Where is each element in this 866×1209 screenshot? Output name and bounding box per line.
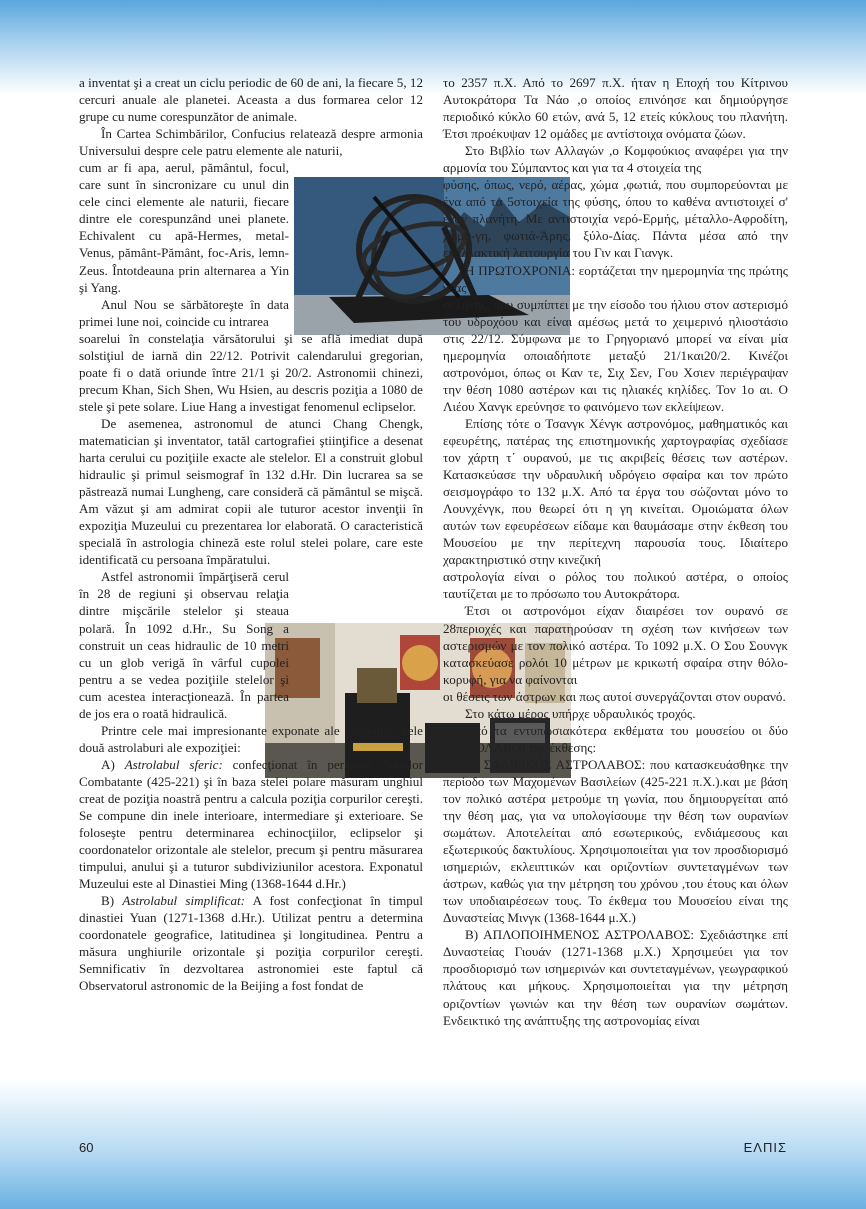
right-paragraph-3: σελήνης, που συμπίπτει με την είσοδο του ήλιου στον αστερισμό του υδροχόου και είναι αμέσως μετά το χειμερινό ηλιοστάσιο στις 22/12. Σύμφωνα με το Γρηγοριανό μπορεί να είναι μία ημερομηνία οποιαδήποτε μεταξύ 21/1και20/2. Κινέζοι αστρονόμοι, όπως οι Καν τε, Σιχ Σεν, Γου Χσιεν περιέγραψαν την θέση 1080 αστέρων και τις ηλιακές κηλίδες. Τον 1ο αι. Ο Λιέου Χανγκ ερεύνησε το φαινόμενο των εκλείψεων. bbox=[443, 296, 788, 414]
left-p8-text: A fost confecţionat în timpul dinastiei Yuan (1271-1368 d.Hr.). Utilizat pentru a determina coordonatele geografice, latitudinea şi longitudinea. Pentru a măsura unghiurile orizontale şi poziţia corpurilor cereşti. Semnificativ în dezvoltarea astronomiei este faptul că Observatorul astronomic de la Beijing a fost fondat de bbox=[79, 893, 423, 994]
left-paragraph-2-intro: În Cartea Schimbărilor, Confucius relatează despre armonia Universului despre cele patru elemente ale naturii, bbox=[79, 126, 423, 159]
right-paragraph-2-intro: Στο Βιβλίο των Αλλαγών ,ο Κομφούκιος αναφέρει για την αρμονία του Σύμπαντος και για τα 4 στοιχεία της bbox=[443, 143, 788, 176]
right-paragraph-4: Επίσης τότε ο Τσανγκ Χένγκ αστρονόμος, μαθηματικός και εφευρέτης, πατέρας της επιστημονικής χαρτογραφίας σχεδίασε τον χάρτη τ΄ ουρανού, με τις ακριβείς θέσεις των αστέρων. Κατασκεύασε την υδραυλική υδρόγειο σφαίρα και τον πρώτο σεισμογράφο το 132 μ.Χ. Από τα έργα του σώζονται μόνο το Λουνχένγκ, που θεωρεί ότι η γη κινείται. Ομοιώματα όλων αυτών των εφευρέσεων είδαμε και θαυμάσαμε στην έκθεση του Μουσείου με την περίτεχνη παρουσία τους. Ιδιαίτερο χαρακτηριστικό στην κινεζική bbox=[443, 415, 788, 568]
right-paragraph-6: Στο κάτω μέρος υπήρχε υδραυλικός τροχός. bbox=[465, 705, 696, 721]
bottom-sky-gradient bbox=[0, 1079, 866, 1209]
right-paragraph-1: το 2357 π.Χ. Από το 2697 π.Χ. ήταν η Εποχή του Κίτρινου Αυτοκράτορα Τα Νάο ,ο οποίος επινόησε και δημιούργησε περιοδικό κύκλο 60 ετών, ανά 5, 12 ετείς κύκλους του πλανήτη. Έτσι προέκυψαν 12 ομάδες με αντίστοιχα ονόματα ζώων. bbox=[443, 75, 788, 142]
right-paragraph-3-wrapped: Η ΠΡΩΤΟΧΡΟΝΙΑ: εορτάζεται την ημερομηνία της πρώτης νέας bbox=[443, 262, 788, 295]
right-paragraph-4-wrapped: αστρολογία είναι ο ρόλος του πολικού αστέρα, ο οποίος ταυτίζεται με το πρόσωπο του Αυτοκράτορα. bbox=[443, 569, 788, 602]
left-paragraph-7 bbox=[79, 756, 423, 892]
right-paragraph-7: Από τα εντυπωσιακότερα εκθέματα του μουσείου οι δύο ΑΣΤΡΟΛΑΒΟΙ της έκθεσης: bbox=[443, 722, 788, 755]
left-paragraph-1: a inventat şi a creat un ciclu periodic de 60 de ani, la fiecare 5, 12 cercuri anuale ale planetei. Aceasta a dus formarea celor 12 grupe cu nume corespunzător de animale. bbox=[79, 75, 423, 125]
left-paragraph-5-wrapped: Astfel astronomii împărţiseră cerul în 28 de regiuni şi observau relaţia dintre mişcările stelelor şi steaua polară. În 1092 d.Hr., Su Song a construit un ceas hidraulic de 10 metri cu un glob verigă în vârful cupolei pentru a se vedea poziţiile stelelor şi cum acestea interacţionează. În partea de jos era o roată hidraulică. bbox=[79, 569, 289, 721]
right-paragraph-9: Β) ΑΠΛΟΠΟΙΗΜΕΝΟΣ ΑΣΤΡΟΛΑΒΟΣ: Σχεδιάστηκε επί Δυναστείας Γιουάν (1271-1368 μ.Χ.) Χρησιμεύει για τον προσδιορισμό των ισημερινών και συντεταγμένων, γεωγραφικού πλάτους και μήκους. Χρησιμοποιείται για την μέτρηση οριζοντίων γωνιών και την θέση των ουρανίων σωμάτων. Ενδεικτικό της ανάπτυξης της αστρονομίας είναι bbox=[443, 927, 788, 1028]
left-paragraph-8 bbox=[79, 892, 423, 994]
left-p8-title: Astrolabul simplificat: bbox=[122, 893, 246, 909]
left-paragraph-3: soarelui în constelaţia vărsătorului şi se află imediat după solstiţiul de iarnă din 22/12. Potrivit calendarului gregorian, poate fi o dată oriunde între 21/1 şi 20/2. Astronomii chinezi, precum Khan, Sich Shen, Wu Hsien, au descris poziţia a 1080 de stele şi pete solare. Liue Hang a investigat fenomenul eclipselor. bbox=[79, 330, 423, 414]
left-paragraph-3-wrapped: Anul Nou se sărbătoreşte în data primei lune noi, coincide cu intrarea bbox=[79, 296, 289, 329]
page-number: 60 bbox=[79, 1140, 94, 1155]
left-p8-prefix: B) bbox=[101, 893, 123, 909]
right-column-greek bbox=[443, 74, 788, 1029]
left-paragraph-2-wrapped: cum ar fi apa, aerul, pământul, focul, care sunt în sincronizare cu unul din cele cinci elemente ale naturii, fiecare dintre ele corespunzând unei planete. Echivalent cu apă-Hermes, metal-Venus, pământ-Pământ, foc-Aris, lemn-Zeus. Întotdeauna prin alternarea a Yin şi Yang. bbox=[79, 160, 289, 295]
right-paragraph-5-wrapped: Έτσι οι αστρονόμοι είχαν διαιρέσει τον ουρανό σε 28περιοχές και παρατηρούσαν τη σχέση των κινήσεων των αστερισμών με τον πολικό αστέρα. Το 1092 μ.Χ. Ο Σου Σουνγκ κατασκεύασε ρολόι 10 μέτρων με κρικωτή σφαίρα στην θόλο-κορυφή, για να φαίνονται bbox=[443, 603, 788, 687]
left-paragraph-6: Printre cele mai impresionante exponate ale muzeului, cele două astrolaburi ale expoziţiei: bbox=[79, 722, 423, 755]
right-paragraph-2-wrapped: φύσης, όπως, νερό, αέρας, χώμα ,φωτιά, που συμπορεύονται με ένα από τα 5στοιχεία της φύσης, όπου το καθένα αντιστοιχεί σ' έναν πλανήτη. Με αντιστοιχία νερό-Ερμής, μέταλλο-Αφροδίτη, χώμα-γη, φωτιά-Άρης, ξύλο-Δίας. Πάντα μέσα από την εναλλακτική λειτουργία του Γιν και Γιανγκ. bbox=[443, 177, 788, 261]
left-paragraph-4: De asemenea, astronomul de atunci Chang Chengk, matematician şi inventator, tatăl cartografiei ştiinţifice a desenat harta cerului cu poziţiile exacte ale stelelor. El a construit globul hidraulic şi primul seismograf în 132 d.Hr. Din lucrarea sa se păstrează numai Lungheng, care consideră că pământul se mişcă. Am văzut şi am admirat copii ale tuturor acestor invenţii în expoziţia Muzeului cu prezentarea lor elaborată. O caracteristică specială în astrologia chineză este rolul stelei polare, care este identificată cu persoana împăratului. bbox=[79, 415, 423, 568]
left-column-romanian bbox=[79, 74, 423, 995]
left-p7-text: confecţionat în perioada Statelor Combatante (425-221) şi în baza stelei polare măsuram unghiul creat de poziţia noastră pentru a calcula poziţia corpurilor cereşti. Se compune din inele interioare, intermediare şi exterioare. Se foloseşte pentru determinarea echinocţiilor, eclipselor şi coordonatelor orizontale ale stelelor, precum şi pentru măsurarea timpului, anului şi a tuturor subdiviziunilor acestora. Exponatul Muzeului este al Dinastiei Ming (1368-1644 d.Hr.) bbox=[79, 756, 423, 892]
journal-name: ΕΛΠΙΣ bbox=[743, 1140, 787, 1155]
left-p7-prefix: A) bbox=[101, 756, 125, 772]
left-p7-title: Astrolabul sferic: bbox=[124, 756, 223, 772]
right-paragraph-5: οι θέσεις των άστρων και πως αυτοί συνεργάζονται στον ουρανό. bbox=[443, 688, 786, 704]
right-paragraph-8: Α) ΣΦΑΙΡΙΚΟΣ ΑΣΤΡΟΛΑΒΟΣ: που κατασκευάσθηκε την περίοδο των Μαχομένων Βασιλείων (425-221 π.Χ.).και με βάση τον πολικό αστέρα μετρούμε τη γωνία, που δημιουργείται από την θέση μας, για να υπολογίσουμε την θέση των ουρανίων σωμάτων. Αποτελείται από εσωτερικούς, ενδιάμεσους και εξωτερικούς δακτυλίους. Χρησιμοποιείται για τον προσδιορισμό ισημεριών, εκλειπτικών και οριζοντίων συντεταγμένων των άστρων, καθώς για την μέτρηση του χρόνου ,του έτους και όλων των υποδιαιρέσεων τους. Το έκθεμα του Μουσείου είναι της Δυναστείας Μινγκ (1368-1644 μ.Χ.) bbox=[443, 756, 788, 926]
